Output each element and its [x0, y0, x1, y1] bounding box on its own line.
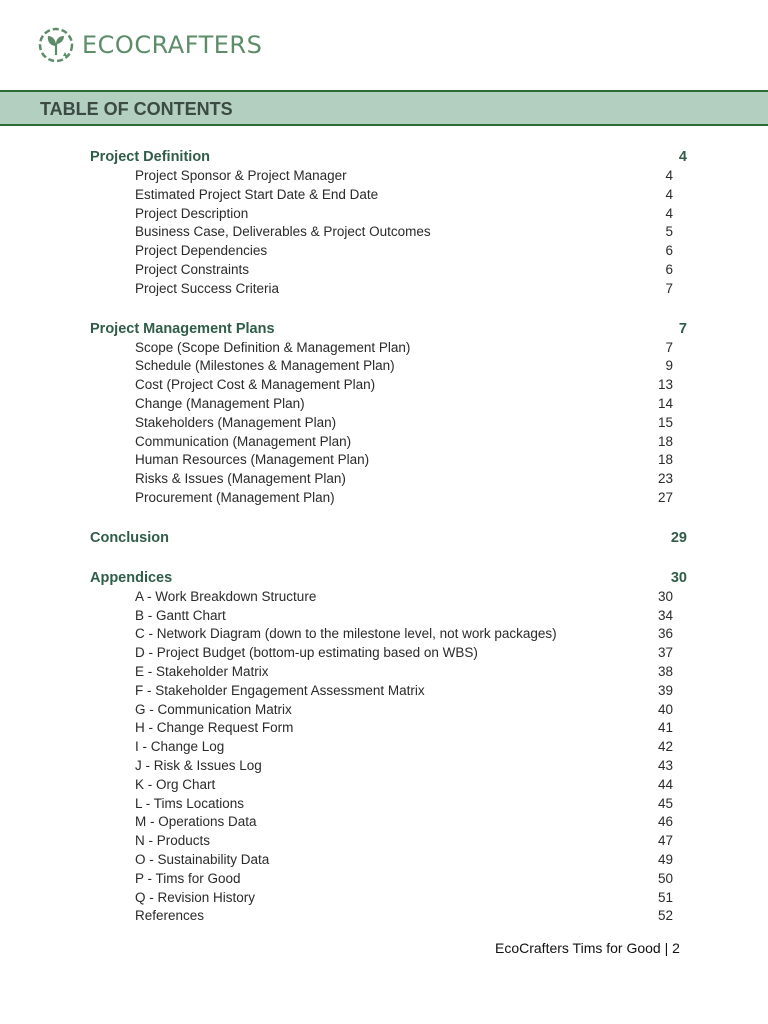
- toc-entry[interactable]: [90, 339, 690, 358]
- entry-label: Q - Revision History: [135, 889, 256, 905]
- entry-page-number: 4: [665, 205, 673, 221]
- entry-page-number: 39: [657, 682, 673, 698]
- entry-label: P - Tims for Good: [135, 870, 241, 886]
- entry-page-number: 9: [665, 358, 673, 374]
- toc-entry[interactable]: [90, 738, 690, 757]
- entry-page-number: 18: [657, 452, 673, 468]
- toc-entry[interactable]: [90, 719, 690, 738]
- entry-page-number: 30: [657, 588, 673, 604]
- toc-entry[interactable]: [90, 757, 690, 776]
- toc-entry[interactable]: [90, 280, 690, 299]
- entry-page-number: 45: [657, 795, 673, 811]
- toc-section: [90, 319, 690, 508]
- entry-page-number: 49: [657, 851, 673, 867]
- entry-page-number: 44: [657, 776, 673, 792]
- entry-page-number: 6: [665, 261, 673, 277]
- entry-page-number: 46: [657, 814, 673, 830]
- toc-entry[interactable]: [90, 242, 690, 261]
- section-page-number: 7: [678, 320, 687, 337]
- toc-entry[interactable]: [90, 776, 690, 795]
- toc-title-bar: [0, 90, 768, 126]
- entry-label: K - Org Chart: [135, 776, 216, 792]
- toc-entry[interactable]: [90, 376, 690, 395]
- toc-entry[interactable]: [90, 186, 690, 205]
- entry-page-number: 37: [657, 645, 673, 661]
- toc-entry[interactable]: [90, 470, 690, 489]
- entry-label: Business Case, Deliverables & Project Outcomes: [135, 224, 431, 240]
- entry-label: M - Operations Data: [135, 814, 257, 830]
- page-footer: EcoCrafters Tims for Good | 2: [495, 940, 680, 956]
- entry-page-number: 7: [665, 280, 673, 296]
- entry-label: N - Products: [135, 833, 211, 849]
- toc-entry[interactable]: [90, 889, 690, 908]
- entry-label: Project Sponsor & Project Manager: [135, 168, 347, 183]
- entry-page-number: 14: [657, 395, 673, 411]
- entry-page-number: 4: [665, 168, 673, 183]
- entry-page-number: 13: [657, 377, 673, 393]
- entry-label: Project Constraints: [135, 261, 250, 277]
- entry-page-number: 42: [657, 739, 673, 755]
- entry-page-number: 6: [665, 243, 673, 259]
- entry-page-number: 34: [657, 607, 673, 623]
- entry-page-number: 50: [657, 870, 673, 886]
- entry-label: Project Description: [135, 205, 249, 221]
- toc-entry[interactable]: [90, 167, 690, 186]
- toc-entry[interactable]: [90, 588, 690, 607]
- entry-label: Scope (Scope Definition & Management Plan): [135, 339, 411, 355]
- entry-page-number: 38: [657, 663, 673, 679]
- toc-entry[interactable]: [90, 795, 690, 814]
- entry-page-number: 47: [657, 833, 673, 849]
- toc-section-heading[interactable]: [90, 568, 690, 588]
- entry-label: A - Work Breakdown Structure: [135, 588, 317, 604]
- toc-section-heading[interactable]: [90, 147, 690, 167]
- entry-label: F - Stakeholder Engagement Assessment Matrix: [135, 682, 425, 698]
- toc-section-heading[interactable]: [90, 528, 690, 548]
- section-title: Conclusion: [90, 529, 169, 546]
- brand-name: ECOCRAFTERS: [82, 31, 263, 59]
- entry-label: B - Gantt Chart: [135, 607, 226, 623]
- toc-entry[interactable]: [90, 625, 690, 644]
- section-page-number: 4: [678, 149, 687, 165]
- section-title: Project Definition: [90, 149, 211, 165]
- section-page-number: 29: [670, 529, 687, 546]
- page-title: TABLE OF CONTENTS: [40, 99, 233, 119]
- entry-page-number: 15: [657, 414, 673, 430]
- toc-entry[interactable]: [90, 607, 690, 626]
- toc-section: [90, 147, 690, 299]
- toc-section-heading[interactable]: [90, 319, 690, 339]
- entry-label: L - Tims Locations: [135, 795, 245, 811]
- entry-label: Risks & Issues (Management Plan): [135, 471, 346, 487]
- entry-page-number: 23: [657, 471, 673, 487]
- entry-label: C - Network Diagram (down to the milestone level, not work packages): [135, 626, 557, 642]
- entry-page-number: 41: [657, 720, 673, 736]
- toc-entry[interactable]: [90, 870, 690, 889]
- entry-label: Change (Management Plan): [135, 395, 305, 411]
- toc-entry[interactable]: [90, 414, 690, 433]
- entry-label: Project Success Criteria: [135, 280, 280, 296]
- toc-entry[interactable]: [90, 205, 690, 224]
- header: [36, 24, 262, 66]
- entry-label: G - Communication Matrix: [135, 701, 292, 717]
- toc-section: [90, 528, 690, 548]
- entry-page-number: 18: [657, 433, 673, 449]
- entry-page-number: 51: [657, 889, 673, 905]
- entry-label: Estimated Project Start Date & End Date: [135, 186, 379, 202]
- entry-label: Communication (Management Plan): [135, 433, 352, 449]
- toc-entry[interactable]: [90, 489, 690, 508]
- entry-label: I - Change Log: [135, 739, 225, 755]
- toc-entry[interactable]: [90, 813, 690, 832]
- toc-entry[interactable]: [90, 261, 690, 280]
- entry-page-number: 43: [657, 757, 673, 773]
- toc-entry[interactable]: [90, 644, 690, 663]
- table-of-contents: [90, 147, 690, 946]
- entry-label: Schedule (Milestones & Management Plan): [135, 358, 395, 374]
- entry-label: Cost (Project Cost & Management Plan): [135, 377, 376, 393]
- toc-section: [90, 568, 690, 926]
- entry-page-number: 36: [657, 626, 673, 642]
- toc-entry[interactable]: [90, 907, 690, 926]
- toc-entry[interactable]: [90, 395, 690, 414]
- entry-label: Human Resources (Management Plan): [135, 452, 370, 468]
- entry-page-number: 4: [665, 186, 673, 202]
- entry-label: Project Dependencies: [135, 243, 268, 259]
- entry-label: O - Sustainability Data: [135, 851, 270, 867]
- toc-entry[interactable]: [90, 832, 690, 851]
- leaf-sprout-icon: [36, 25, 76, 65]
- toc-entry[interactable]: [90, 682, 690, 701]
- entry-label: E - Stakeholder Matrix: [135, 663, 269, 679]
- toc-entry[interactable]: [90, 663, 690, 682]
- section-title: Project Management Plans: [90, 320, 275, 337]
- entry-page-number: 5: [665, 224, 673, 240]
- entry-label: Stakeholders (Management Plan): [135, 414, 337, 430]
- entry-label: J - Risk & Issues Log: [135, 757, 262, 773]
- toc-entry[interactable]: [90, 701, 690, 720]
- entry-label: H - Change Request Form: [135, 720, 294, 736]
- entry-label: D - Project Budget (bottom-up estimating based on WBS): [135, 645, 478, 661]
- section-page-number: 30: [670, 569, 687, 586]
- entry-page-number: 52: [657, 908, 673, 924]
- toc-entry[interactable]: [90, 451, 690, 470]
- toc-entry[interactable]: [90, 433, 690, 452]
- section-title: Appendices: [90, 569, 173, 586]
- toc-entry[interactable]: [90, 357, 690, 376]
- toc-entry[interactable]: [90, 851, 690, 870]
- toc-entry[interactable]: [90, 223, 690, 242]
- entry-label: Procurement (Management Plan): [135, 489, 335, 505]
- entry-page-number: 40: [657, 701, 673, 717]
- entry-page-number: 27: [657, 489, 673, 505]
- entry-page-number: 7: [665, 339, 673, 355]
- entry-label: References: [135, 908, 205, 924]
